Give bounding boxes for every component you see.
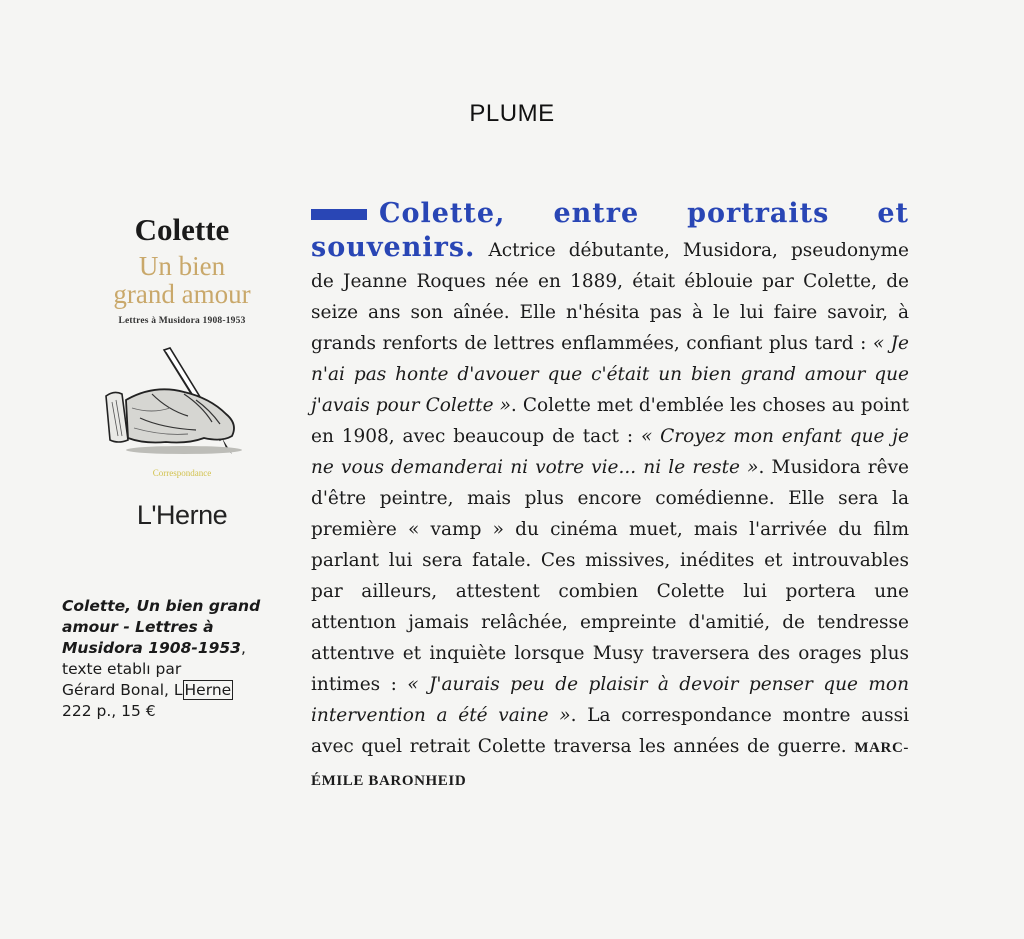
cover-title	[92, 252, 272, 308]
article-text-1: Actrice débutante, Musidora, pseudonyme de Jeanne Roques née en 1889, était éblouie par Colette, de seize ans son aînée. Elle n'hésita pas à le lui faire savoir, à grands renforts de lettres enflammées, confiant plus tard :	[311, 240, 909, 354]
article-byline: MARC-ÉMILE BARONHEID	[311, 740, 909, 789]
headline-bar-icon	[311, 209, 367, 220]
book-caption	[62, 596, 282, 722]
article-text-2: . Colette met d'emblée les choses au point en 1908, avec beaucoup de tact :	[311, 395, 910, 447]
cover-title-line-2: grand amour	[113, 279, 251, 309]
article-text-4: . La correspondance montre aussi avec quel retrait Colette traversa les années de guerre.	[311, 705, 909, 757]
hand-writing-with-quill-icon	[92, 344, 272, 464]
caption-line-a: texte etablı par	[62, 660, 182, 678]
cover-title-line-1: Un bien	[138, 251, 226, 281]
caption-comma: ,	[240, 639, 246, 657]
article-headline: Colette, entre portraits et souvenirs.	[311, 198, 909, 263]
article-quote-2: « Croyez mon enfant que je ne vous demanderai ni votre vie... ni le reste »	[311, 426, 909, 478]
caption-line-b: Gérard Bonal, L	[62, 681, 183, 699]
article-quote-1: « Je n'ai pas honte d'avouer que c'était un bien grand amour que j'avais pour Colette »	[311, 333, 909, 416]
section-header: PLUME	[469, 100, 555, 127]
cover-collection: Correspondance	[152, 468, 212, 478]
cover-subtitle: Lettres à Musidora 1908-1953	[118, 316, 246, 326]
caption-line-c: 222 p., 15 €	[62, 702, 156, 720]
cover-author: Colette	[134, 212, 230, 247]
article-text-3: . Musidora rêve d'être peintre, mais plus encore comédienne. Elle sera la première « vamp » du cinéma muet, mais l'arrivée du film parlant lui sera fatale. Ces missives, inédites et introuvables par ailleurs, attestent combien Colette lui portera une attentıon jamais relâchée, empreinte d'amitié, de tendresse attentıve et inquiète lorsque Musy traversera des orages plus intimes :	[311, 457, 909, 695]
cover-publisher: L'Herne	[136, 500, 228, 530]
article-quote-3: « J'aurais peu de plaisir à devoir penser que mon intervention a été vaine »	[311, 674, 909, 726]
caption-title: Colette, Un bien grand amour - Lettres à Musidora 1908-1953	[62, 597, 261, 657]
book-cover	[92, 212, 272, 531]
article-body	[311, 198, 909, 797]
caption-boxed-word: Herne	[184, 681, 232, 699]
